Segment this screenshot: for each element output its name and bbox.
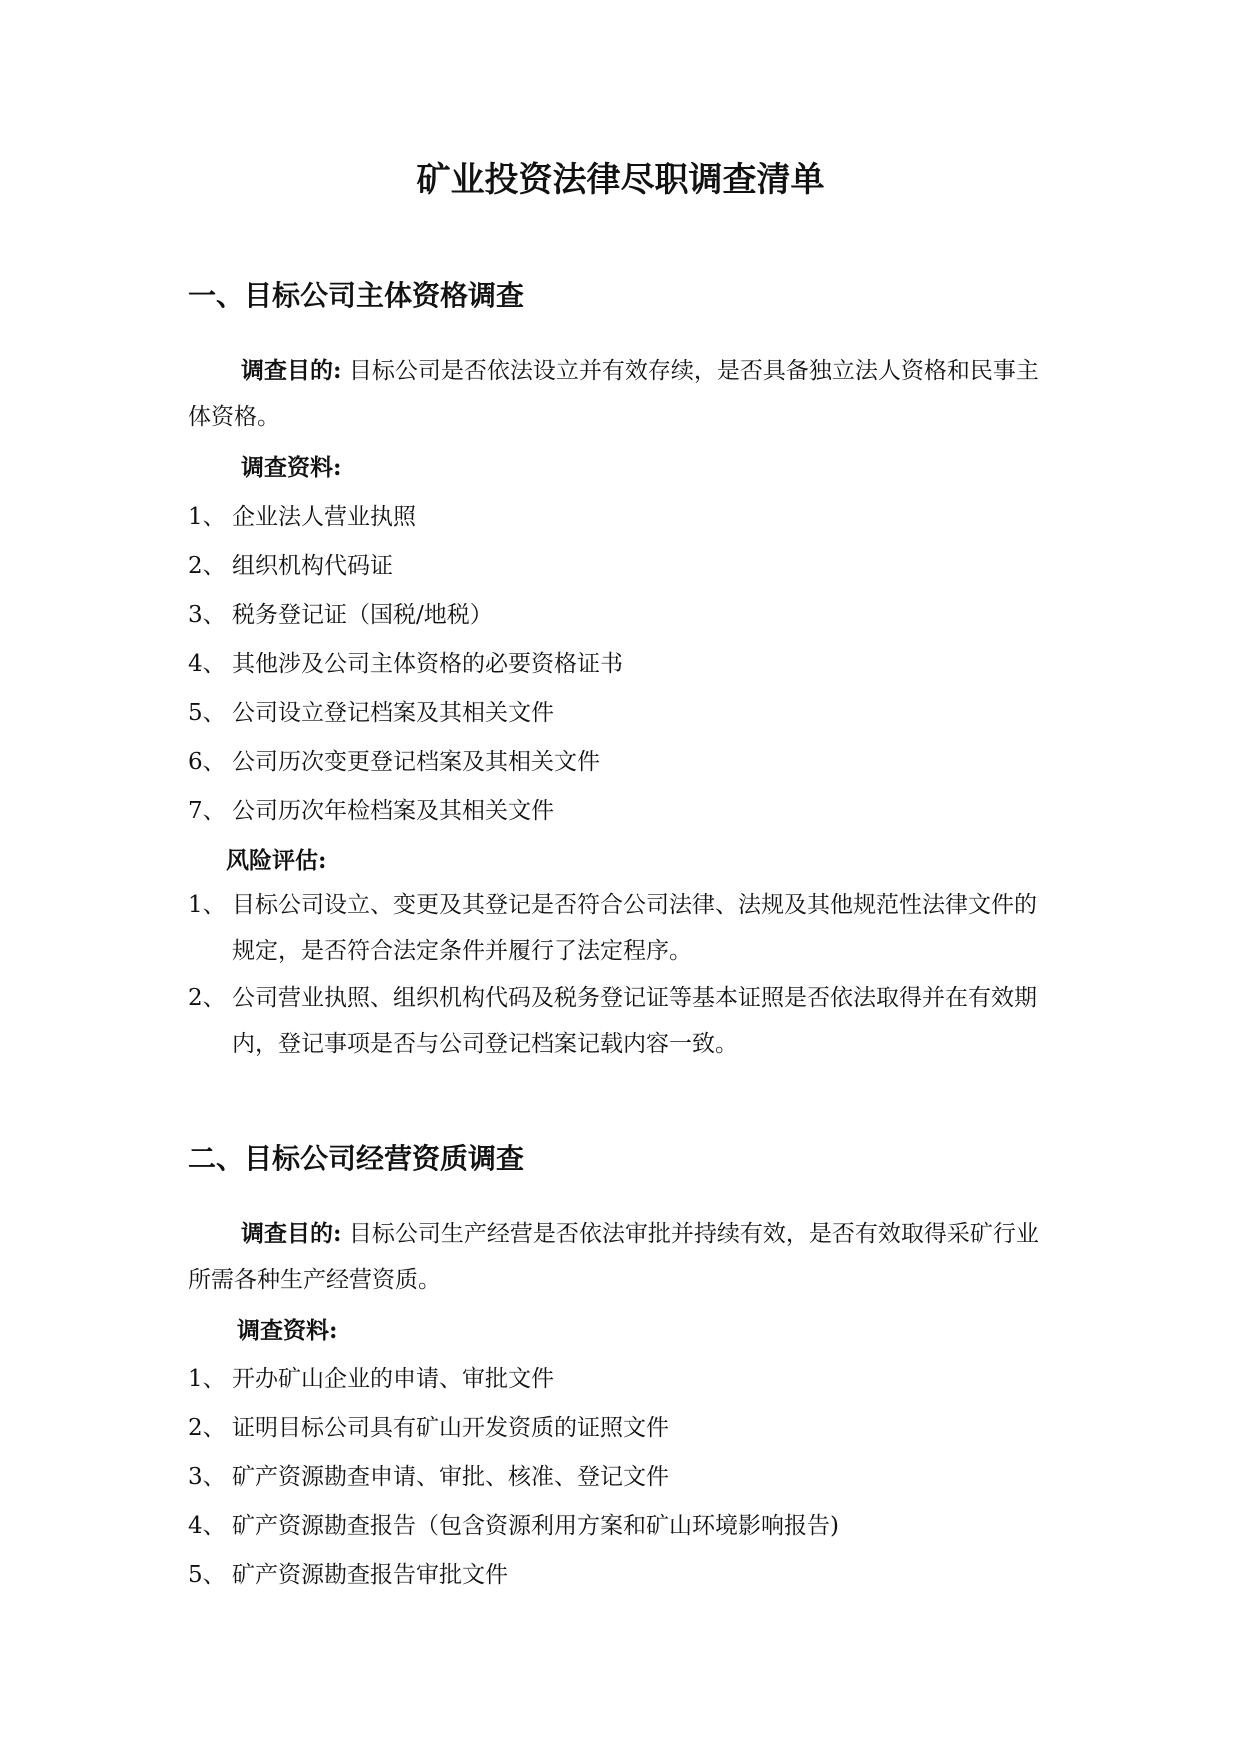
document-title: 矿业投资法律尽职调查清单 [416, 160, 825, 200]
section-heading-2: 二、目标公司经营资质调查 [188, 1142, 525, 1175]
item-number: 3、 [188, 1464, 226, 1490]
purpose-text: 目标公司生产经营是否依法审批并持续有效，是否有效取得采矿行业所需各种生产经营资质。 [188, 1221, 1039, 1293]
section-heading-1: 一、目标公司主体资格调查 [188, 279, 525, 312]
item-number: 1、 [188, 1366, 226, 1392]
list-item [188, 551, 1048, 600]
item-number: 6、 [188, 749, 226, 775]
list-item [188, 796, 1048, 845]
item-text: 税务登记证（国税/地税） [232, 602, 493, 628]
list-item [188, 1413, 1048, 1462]
item-text: 矿产资源勘查报告（包含资源利用方案和矿山环境影响报告) [232, 1513, 839, 1539]
item-text: 组织机构代码证 [232, 553, 393, 579]
item-number: 4、 [188, 1513, 226, 1539]
materials-label: 调查资料: [241, 454, 342, 481]
list-item [188, 698, 1048, 747]
item-text: 矿产资源勘查申请、审批、核准、登记文件 [232, 1464, 669, 1490]
section-1-materials-list [188, 502, 1048, 845]
purpose-label: 调查目的: [241, 357, 342, 384]
item-text: 开办矿山企业的申请、审批文件 [232, 1366, 554, 1392]
item-number: 3、 [188, 602, 226, 628]
purpose-label: 调查目的: [241, 1220, 342, 1247]
item-number: 5、 [188, 1562, 226, 1588]
item-text: 公司营业执照、组织机构代码及税务登记证等基本证照是否依法取得并在有效期内，登记事项是否与公司登记档案记载内容一致。 [232, 985, 1037, 1057]
item-number: 1、 [188, 892, 226, 918]
risk-label: 风险评估: [226, 847, 327, 874]
item-text: 企业法人营业执照 [232, 504, 416, 530]
list-item [188, 1364, 1048, 1413]
item-text: 公司历次年检档案及其相关文件 [232, 798, 554, 824]
item-number: 1、 [188, 504, 226, 530]
item-text: 公司历次变更登记档案及其相关文件 [232, 749, 600, 775]
list-item [188, 600, 1048, 649]
item-number: 2、 [188, 985, 226, 1011]
section-2-purpose [188, 1211, 1048, 1303]
item-number: 4、 [188, 651, 226, 677]
item-text: 目标公司设立、变更及其登记是否符合公司法律、法规及其他规范性法律文件的规定，是否符合法定条件并履行了法定程序。 [232, 892, 1037, 964]
section-2-materials-list [188, 1364, 1048, 1609]
item-number: 2、 [188, 553, 226, 579]
section-1-purpose [188, 348, 1048, 440]
list-item [188, 649, 1048, 698]
item-number: 2、 [188, 1415, 226, 1441]
purpose-text: 目标公司是否依法设立并有效存续，是否具备独立法人资格和民事主体资格。 [188, 358, 1039, 430]
item-text: 其他涉及公司主体资格的必要资格证书 [232, 651, 623, 677]
section-1-risk-list [188, 882, 1048, 1068]
item-number: 7、 [188, 798, 226, 824]
item-text: 矿产资源勘查报告审批文件 [232, 1562, 508, 1588]
materials-label: 调查资料: [237, 1317, 338, 1344]
item-text: 公司设立登记档案及其相关文件 [232, 700, 554, 726]
list-item [188, 1462, 1048, 1511]
list-item [188, 975, 1048, 1067]
list-item [188, 1560, 1048, 1609]
item-number: 5、 [188, 700, 226, 726]
list-item [188, 882, 1048, 974]
item-text: 证明目标公司具有矿山开发资质的证照文件 [232, 1415, 669, 1441]
list-item [188, 502, 1048, 551]
list-item [188, 747, 1048, 796]
list-item [188, 1511, 1048, 1560]
